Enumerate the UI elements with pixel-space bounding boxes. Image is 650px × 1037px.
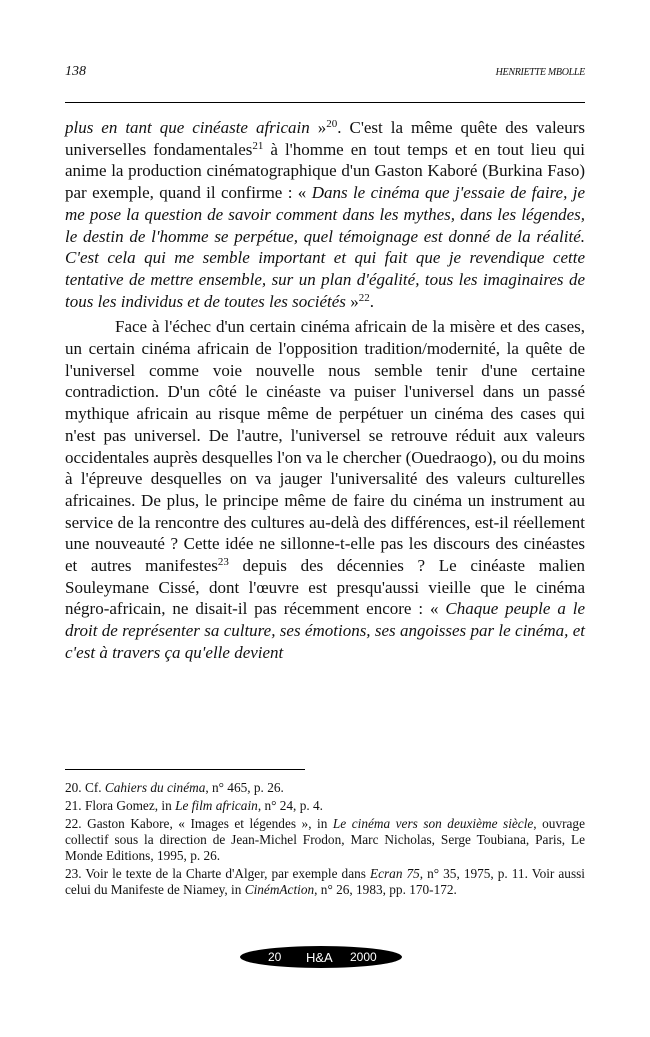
p1-text-e: » xyxy=(345,291,359,311)
fn20-a: 20. Cf. xyxy=(65,780,105,795)
footnotes xyxy=(65,780,585,900)
footnote-rule xyxy=(65,769,305,770)
p1-italic-a: plus en tant que cinéaste africain xyxy=(65,118,310,137)
footnote-20 xyxy=(65,780,585,796)
fn20-title: Cahiers du cinéma xyxy=(104,780,206,795)
p1-text-b: . C'est la même quête des valeurs universelles fondamentales xyxy=(65,118,586,159)
fn21-title: Le film africain xyxy=(175,798,258,813)
p2-quote-cisse: Chaque peuple a le droit de représenter sa culture, ses émotions, ses angoisses par le cinéma, et c'est à travers ça qu'elle devient xyxy=(65,599,586,662)
footnote-ref-22: 22 xyxy=(358,291,370,304)
fn21-a: 21. Flora Gomez, in xyxy=(65,798,176,813)
paragraph-2 xyxy=(65,316,585,663)
badge-year: 2000 xyxy=(350,950,377,964)
p1-text-c: à l'homme en tout temps et en tout lieu qui anime la production cinématographique d'un Gaston Kaboré (Burkina Faso) par exemple, quand il confirme : « xyxy=(65,139,585,203)
header-rule xyxy=(65,102,585,103)
running-head: HENRIETTE MBOLLE xyxy=(495,67,585,78)
badge-journal: H&A xyxy=(306,950,333,965)
footnote-ref-20: 20 xyxy=(326,118,338,130)
paragraph-1 xyxy=(65,117,585,312)
fn22-title: Le cinéma vers son deuxième siècle xyxy=(332,816,534,831)
footnote-22 xyxy=(65,816,585,864)
fn22-a: 22. Gaston Kabore, « Images et légendes », in xyxy=(65,816,333,831)
p2-text-a: Face à l'échec d'un certain cinéma africain de la misère et des cases, un certain cinéma africain de l'opposition tradition/modernité, la quête de l'universel comme voie nouvelle nous semble tenir d'une certaine contradiction. D'un côté le cinéaste va puiser l'universel dans un passé mythique africain au risque même de perpétuer un cinéma des cases qui n'est pas universel. De l'autre, l'universel se retrouve réduit aux valeurs occidentales auprès desquelles l'on va le chercher (Ouedraogo), ou du moins à l'épreuve desquelles on va jauger l'universalité des valeurs culturelles africaines. De plus, le principe même de faire du cinéma un instrument au service de la rencontre des cultures au-delà des différences, est-il réellement une nouveauté ? Cette idée ne sillonne-t-elle pas les discours des cinéastes et autres manifestes xyxy=(65,317,585,576)
p1-text-f: . xyxy=(369,291,374,311)
footnote-21 xyxy=(65,798,585,814)
fn21-c: , n° 24, p. 4. xyxy=(257,798,323,813)
fn23-a: 23. Voir le texte de la Charte d'Alger, par exemple dans xyxy=(65,866,370,881)
p1-quote-close: » xyxy=(309,118,327,137)
footnote-ref-23: 23 xyxy=(217,556,229,569)
footnote-23 xyxy=(65,866,585,898)
page-number: 138 xyxy=(65,64,86,79)
badge-issue: 20 xyxy=(268,950,282,964)
footnote-ref-21: 21 xyxy=(252,139,264,152)
p1-quote-kabore: Dans le cinéma que j'essaie de faire, je me pose la question de savoir comment dans les mythes, dans les légendes, le destin de l'homme se perpétue, quel témoignage est donné de la réalité. C'est cela qui me semble important et qui fait que je revendique cette tentative de mettre ensemble, sur un plan d'égalité, tous les imaginaires de tous les individus et de toutes les sociétés xyxy=(65,183,585,311)
fn20-c: , n° 465, p. 26. xyxy=(205,780,284,795)
fn22-c: , ouvrage collectif sous la direction de Jean-Michel Frodon, Marc Nicholas, Serge Toubiana, Paris, Le Monde Editions, 1995, p. 26. xyxy=(65,816,585,863)
fn23-e: , n° 26, 1983, pp. 170-172. xyxy=(314,882,457,897)
page-header xyxy=(65,64,585,84)
fn23-title-2: CinémAction xyxy=(244,882,315,897)
journal-badge xyxy=(240,946,402,968)
fn23-c: , n° 35, 1975, p. 11. Voir aussi celui du Manifeste de Niamey, in xyxy=(65,866,585,897)
fn23-title: Ecran 75 xyxy=(369,866,420,881)
p2-text-b: depuis des décennies ? Le cinéaste malien Souleymane Cissé, dont l'œuvre est presqu'aussi vieille que le cinéma négro-africain, ne disait-il pas récemment encore : « xyxy=(65,556,586,619)
body-text xyxy=(65,117,585,664)
